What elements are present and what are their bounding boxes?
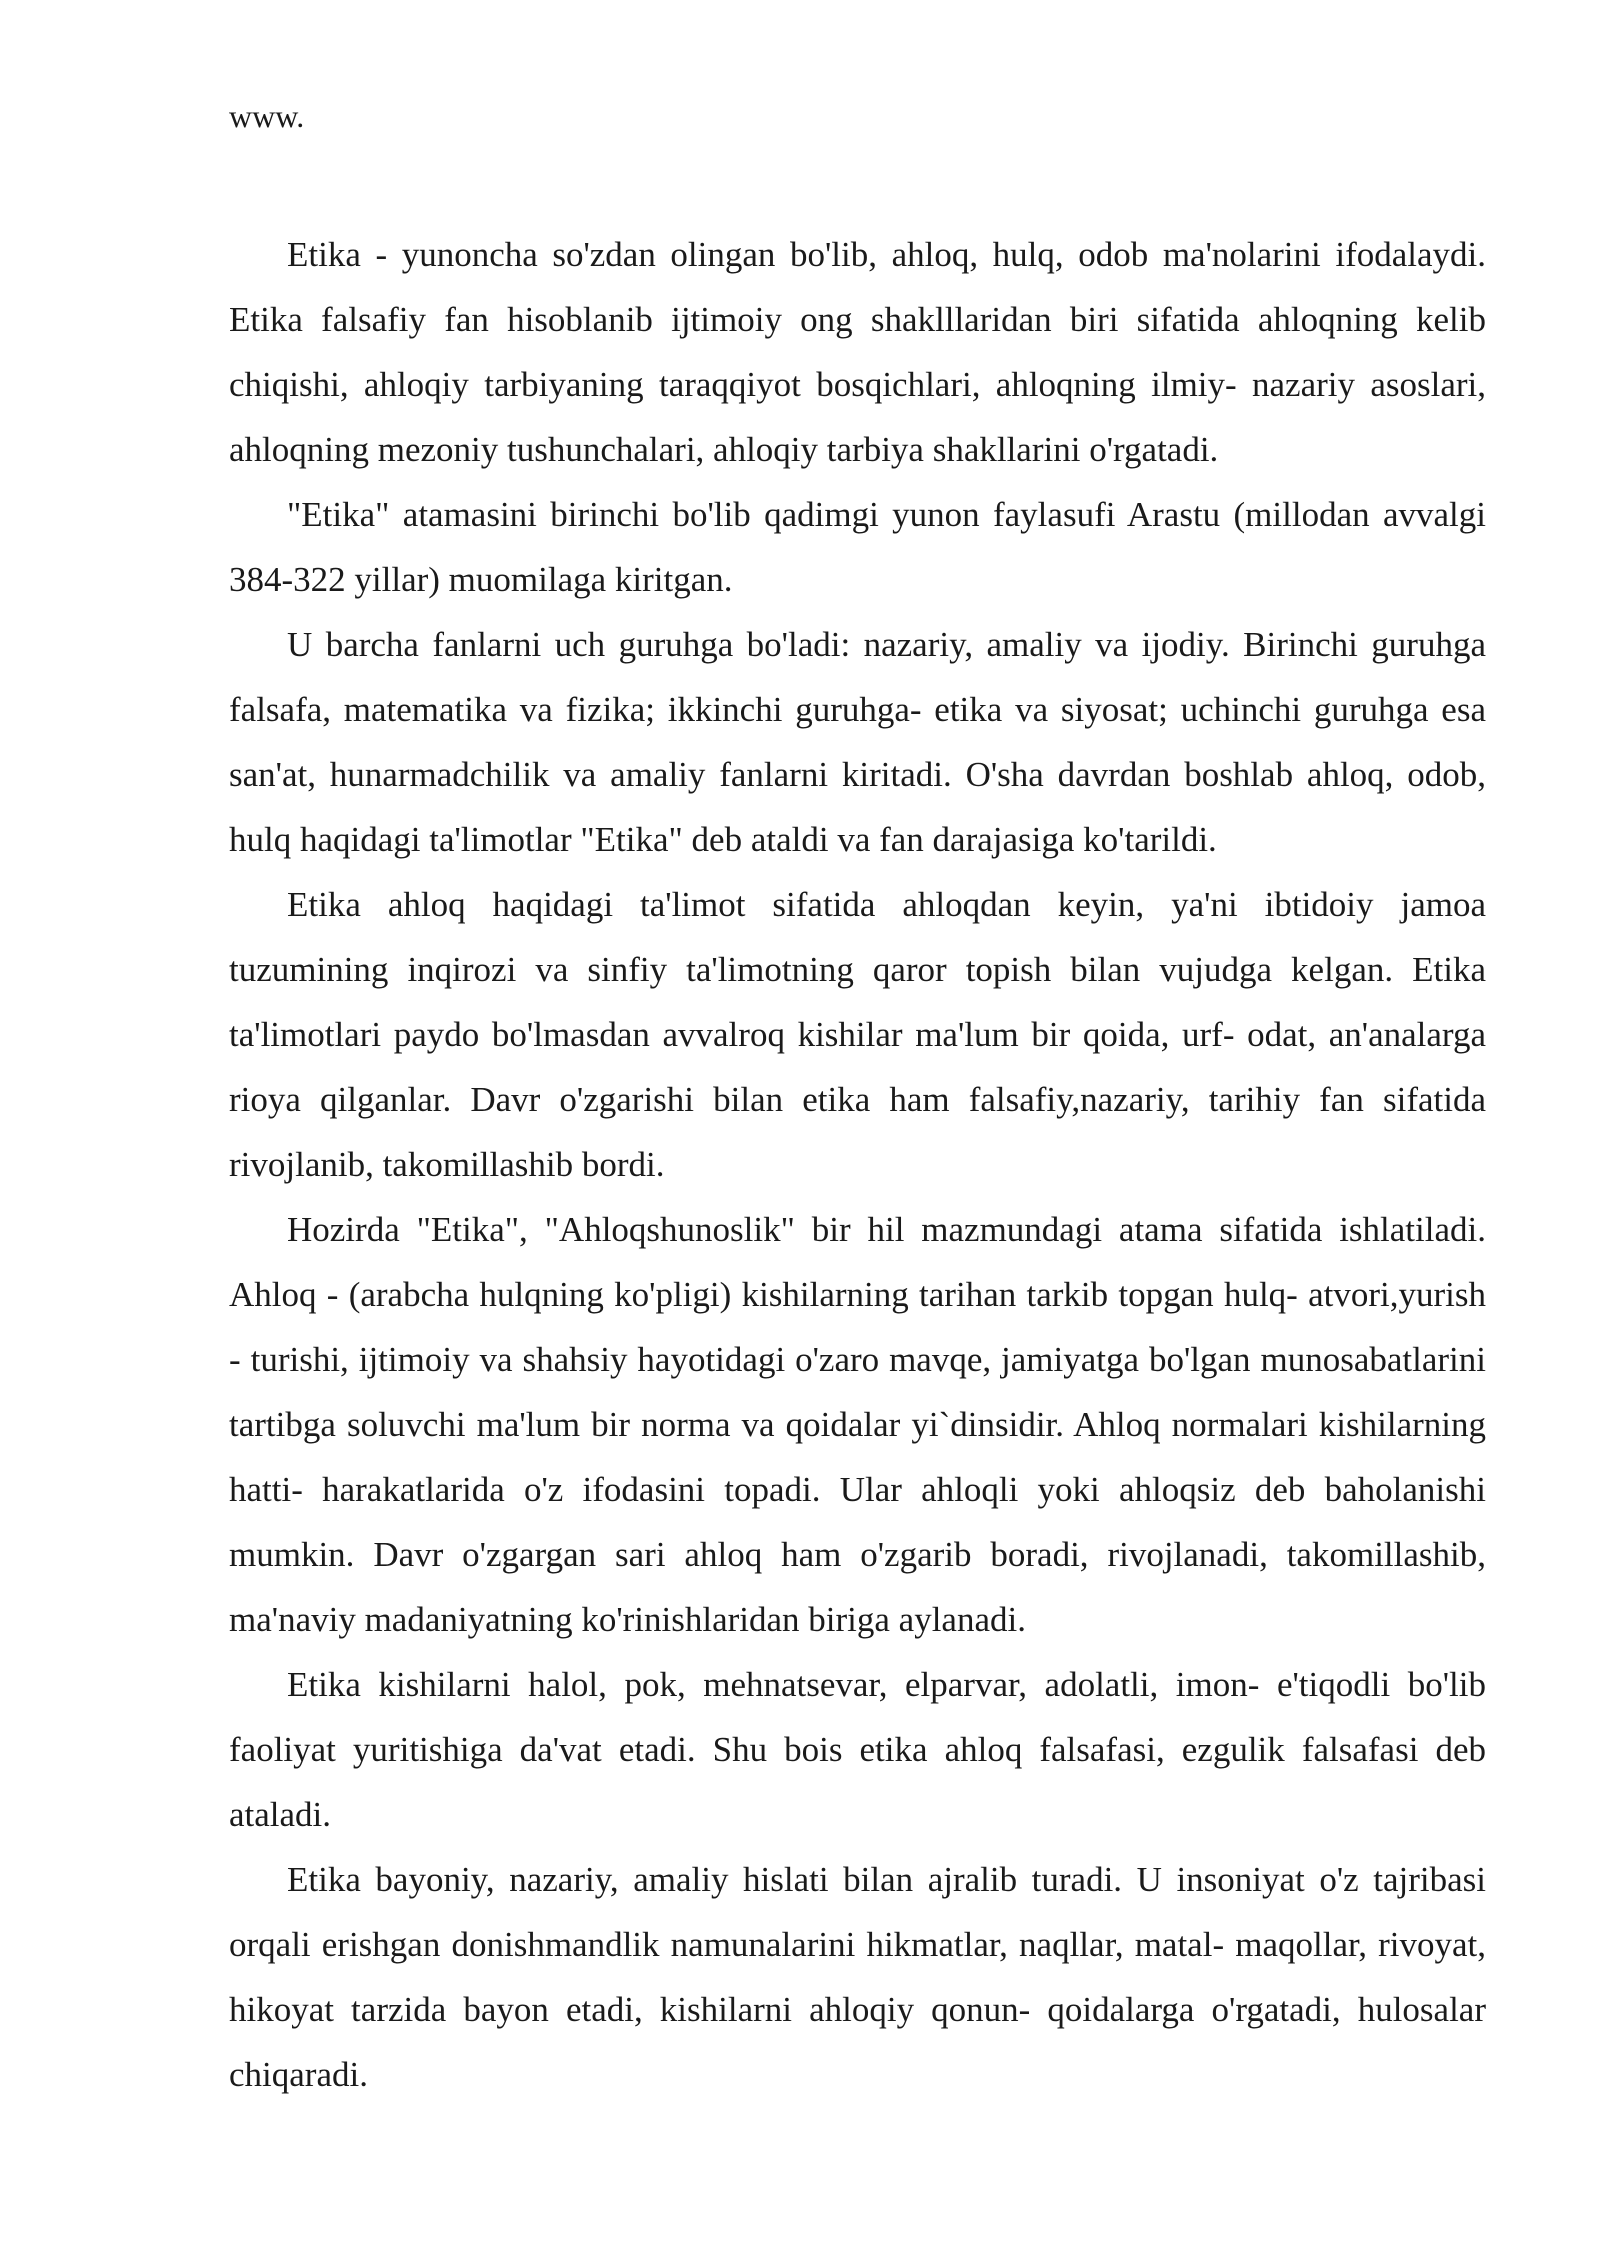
paragraph-etika-purpose: Etika kishilarni halol, pok, mehnatsevar, elparvar, adolatli, imon- e'tiqodli bo'lib faoliyat yuritishiga da'vat etadi. Shu bois etika ahloq falsafasi, ezgulik falsafasi deb ataladi. xyxy=(229,1665,1486,1834)
paragraph-etika-definition: Etika - yunoncha so'zdan olingan bo'lib, ahloq, hulq, odob ma'nolarini ifodalaydi. Etika falsafiy fan hisoblanib ijtimoiy ong shaklllaridan biri sifatida ahloqning kelib chiqishi, ahloqiy tarbiyaning taraqqiyot bosqichlari, ahloqning ilmiy- nazariy asoslari, ahloqning mezoniy tushunchalari, ahloqiy tarbiya shakllarini o'rgatadi. xyxy=(229,235,1486,469)
document-body xyxy=(229,222,1486,2107)
paragraph-etika-traits: Etika bayoniy, nazariy, amaliy hislati bilan ajralib turadi. U insoniyat o'z tajribasi orqali erishgan donishmandlik namunalarini hikmatlar, naqllar, matal- maqollar, rivoyat, hikoyat tarzida bayon etadi, kishilarni ahloqiy qonun- qoidalarga o'rgatadi, hulosalar chiqaradi. xyxy=(229,1860,1486,2094)
paragraph-three-groups: U barcha fanlarni uch guruhga bo'ladi: nazariy, amaliy va ijodiy. Birinchi guruhga falsafa, matematika va fizika; ikkinchi guruhga- etika va siyosat; uchinchi guruhga esa san'at, hunarmadchilik va amaliy fanlarni kiritadi. O'sha davrdan boshlab ahloq, odob, hulq haqidagi ta'limotlar "Etika" deb ataldi va fan darajasiga ko'tarildi. xyxy=(229,625,1486,859)
paragraph-ahloq-definition: Hozirda "Etika", "Ahloqshunoslik" bir hil mazmundagi atama sifatida ishlatiladi. Ahloq - (arabcha hulqning ko'pligi) kishilarning tarihan tarkib topgan hulq- atvori,yurish - turishi, ijtimoiy va shahsiy hayotidagi o'zaro mavqe, jamiyatga bo'lgan munosabatlarini tartibga soluvchi ma'lum bir norma va qoidalar yi`dinsidir. Ahloq normalari kishilarning hatti- harakatlarida o'z ifodasini topadi. Ular ahloqli yoki ahloqsiz deb baholanishi mumkin. Davr o'zgargan sari ahloq ham o'zgarib boradi, rivojlanadi, takomillashib, ma'naviy madaniyatning ko'rinishlaridan biriga aylanadi. xyxy=(229,1210,1486,1639)
paragraph-arastu: "Etika" atamasini birinchi bo'lib qadimgi yunon faylasufi Arastu (millodan avvalgi 384-322 yillar) muomilaga kiritgan. xyxy=(229,495,1486,599)
paragraph-etika-origin: Etika ahloq haqidagi ta'limot sifatida ahloqdan keyin, ya'ni ibtidoiy jamoa tuzumining inqirozi va sinfiy ta'limotning qaror topish bilan vujudga kelgan. Etika ta'limotlari paydo bo'lmasdan avvalroq kishilar ma'lum bir qoida, urf- odat, an'analarga rioya qilganlar. Davr o'zgarishi bilan etika ham falsafiy,nazariy, tarihiy fan sifatida rivojlanib, takomillashib bordi. xyxy=(229,885,1486,1184)
header-url-text: www. xyxy=(229,98,305,134)
